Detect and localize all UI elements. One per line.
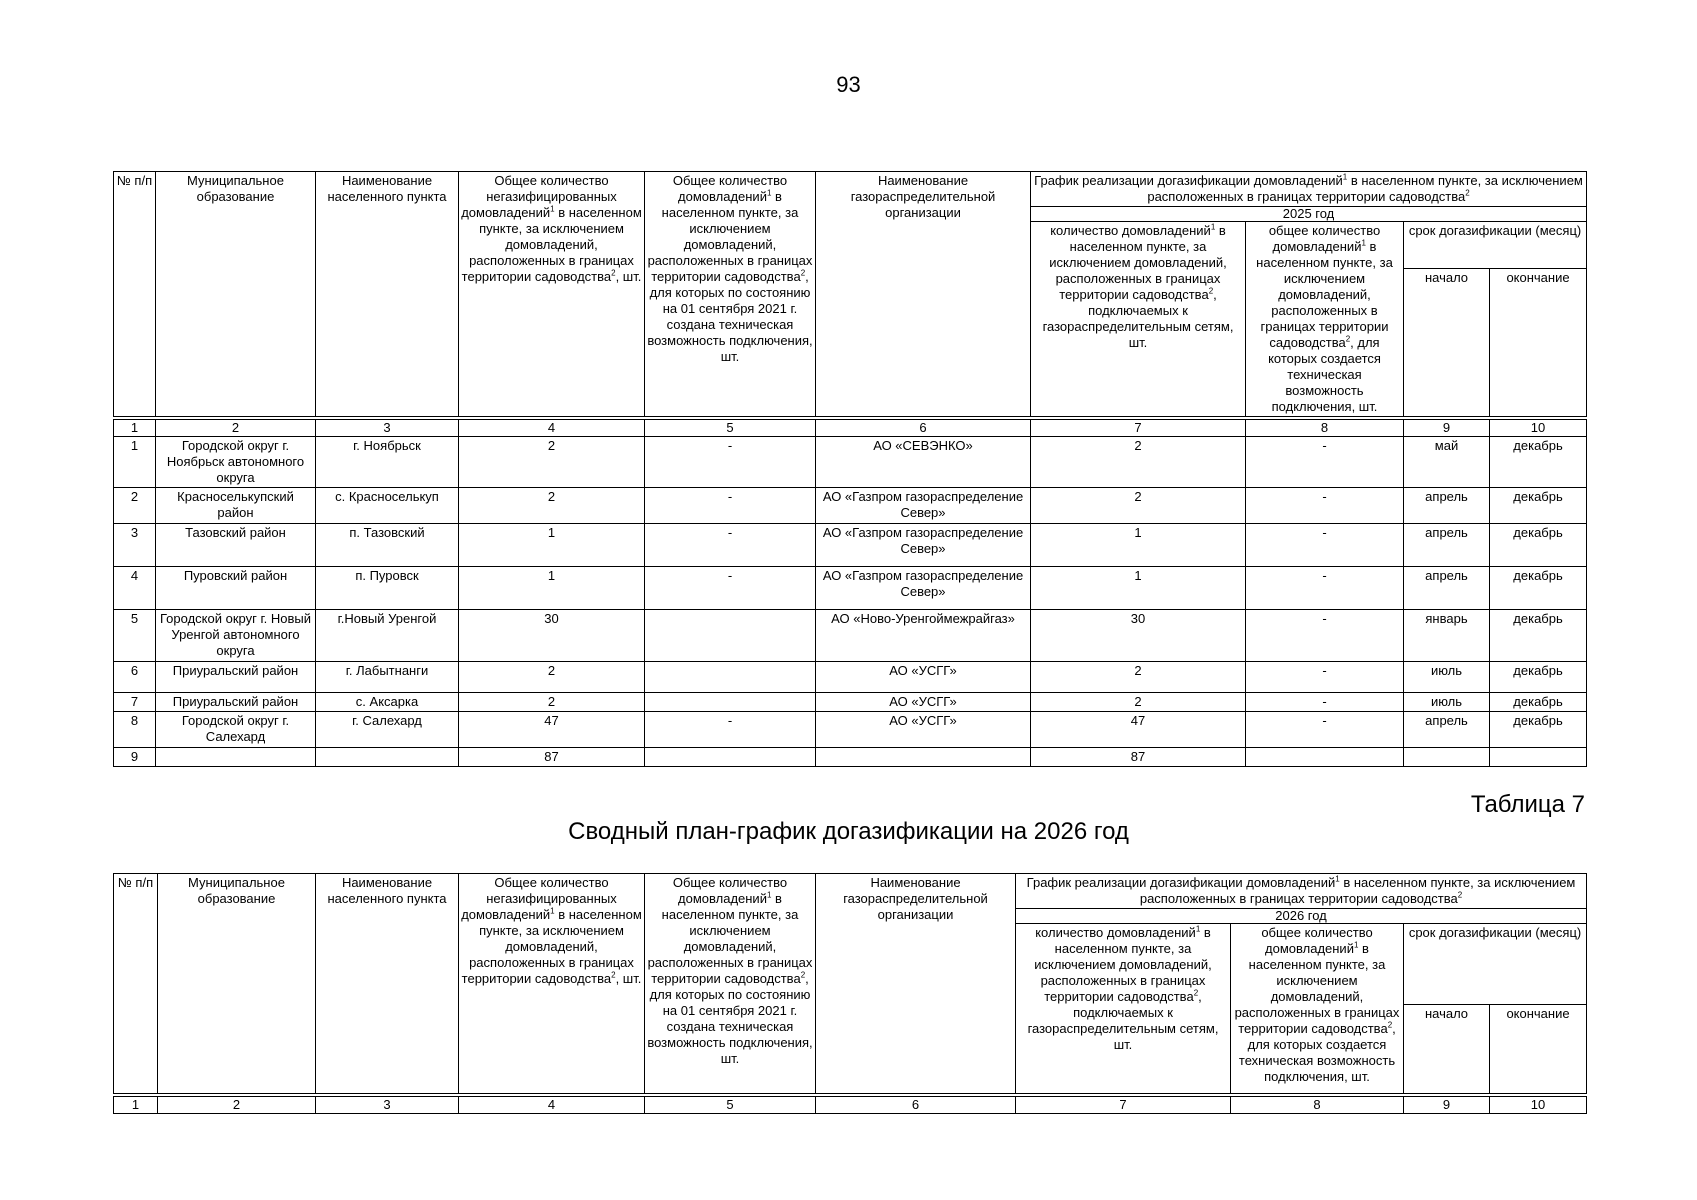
header-tech-created: общее количество домовладений$^1$ в населенном пункте, за исключением домовладений, расположенных в границах территории садоводства$^2$, для которых создается техническая возможность подключения, шт. xyxy=(1246,222,1404,417)
header-gas-org: Наименование газораспределительной организации xyxy=(816,172,1031,417)
header-settlement: Наименование населенного пункта xyxy=(316,874,459,1094)
table-row: 4 Пуровский район п. Пуровск 1 - АО «Газпром газораспределение Север» 1 - апрель декабрь xyxy=(114,567,1587,610)
header-deadline: срок догазификации (месяц) xyxy=(1404,222,1587,269)
header-municipality: Муниципальное образование xyxy=(156,172,316,417)
header-start: начало xyxy=(1404,1005,1490,1094)
table-row-total: 9 87 87 xyxy=(114,748,1587,767)
header-end: окончание xyxy=(1490,1005,1587,1094)
header-start: начало xyxy=(1404,269,1490,417)
table-row: 2 Красноселькупский район с. Красноселькуп 2 - АО «Газпром газораспределение Север» 2 - апрель декабрь xyxy=(114,488,1587,524)
table-row: 1 Городской округ г. Ноябрьск автономного округа г. Ноябрьск 2 - АО «СЕВЭНКО» 2 - май декабрь xyxy=(114,437,1587,488)
header-tech-created: общее количество домовладений$^1$ в населенном пункте, за исключением домовладений, расположенных в границах территории садоводства$^2$, для которых создается техническая возможность подключения, шт. xyxy=(1231,924,1404,1094)
header-ungasified-count: Общее количество негазифицированных домовладений$^1$ в населенном пункте, за исключением домовладений, расположенных в границах территории садоводства$^2$, шт. xyxy=(459,874,645,1094)
schedule-table-2025 xyxy=(113,171,1587,767)
table-title: Сводный план-график догазификации на 2026 год xyxy=(568,818,1129,845)
header-municipality: Муниципальное образование xyxy=(158,874,316,1094)
header-end: окончание xyxy=(1490,269,1587,417)
header-schedule: График реализации догазификации домовладений$^1$ в населенном пункте, за исключением расположенных в границах территории садоводства$^2$ xyxy=(1016,874,1587,909)
column-numbers-row: 1 2 3 4 5 6 7 8 9 10 xyxy=(114,420,1587,437)
header-settlement: Наименование населенного пункта xyxy=(316,172,459,417)
table-row: 5 Городской округ г. Новый Уренгой автономного округа г.Новый Уренгой 30 АО «Ново-Уренгоймежрайгаз» 30 - январь декабрь xyxy=(114,610,1587,662)
header-gas-org: Наименование газораспределительной организации xyxy=(816,874,1016,1094)
table-row: 6 Приуральский район г. Лабытнанги 2 АО «УСГГ» 2 - июль декабрь xyxy=(114,662,1587,693)
table-label: Таблица 7 xyxy=(1470,791,1585,818)
header-connected-count: количество домовладений$^1$ в населенном пункте, за исключением домовладений, расположенных в границах территории садоводства$^2$, подключаемых к газораспределительным сетям, шт. xyxy=(1016,924,1231,1094)
schedule-table-2026 xyxy=(113,873,1587,1114)
header-deadline: срок догазификации (месяц) xyxy=(1404,924,1587,1005)
header-ungasified-count: Общее количество негазифицированных домовладений$^1$ в населенном пункте, за исключением домовладений, расположенных в границах территории садоводства$^2$, шт. xyxy=(459,172,645,417)
table-row: 3 Тазовский район п. Тазовский 1 - АО «Газпром газораспределение Север» 1 - апрель декабрь xyxy=(114,524,1587,567)
header-number: № п/п xyxy=(114,874,158,1094)
header-schedule: График реализации догазификации домовладений$^1$ в населенном пункте, за исключением расположенных в границах территории садоводства$^2$ xyxy=(1031,172,1587,207)
header-connected-count: количество домовладений$^1$ в населенном пункте, за исключением домовладений, расположенных в границах территории садоводства$^2$, подключаемых к газораспределительным сетям, шт. xyxy=(1031,222,1246,417)
column-numbers-row: 1 2 3 4 5 6 7 8 9 10 xyxy=(114,1097,1587,1114)
header-year: 2025 год xyxy=(1031,207,1587,222)
table-row: 8 Городской округ г. Салехард г. Салехард 47 - АО «УСГГ» 47 - апрель декабрь xyxy=(114,712,1587,748)
page-number: 93 xyxy=(836,72,861,97)
header-number: № п/п xyxy=(114,172,156,417)
header-tech-possibility: Общее количество домовладений$^1$ в населенном пункте, за исключением домовладений, расположенных в границах территории садоводства$^2$, для которых по состоянию на 01 сентября 2021 г. создана техническая возможность подключения, шт. xyxy=(645,172,816,417)
header-year: 2026 год xyxy=(1016,909,1587,924)
header-tech-possibility: Общее количество домовладений$^1$ в населенном пункте, за исключением домовладений, расположенных в границах территории садоводства$^2$, для которых по состоянию на 01 сентября 2021 г. создана техническая возможность подключения, шт. xyxy=(645,874,816,1094)
table-row: 7 Приуральский район с. Аксарка 2 АО «УСГГ» 2 - июль декабрь xyxy=(114,693,1587,712)
